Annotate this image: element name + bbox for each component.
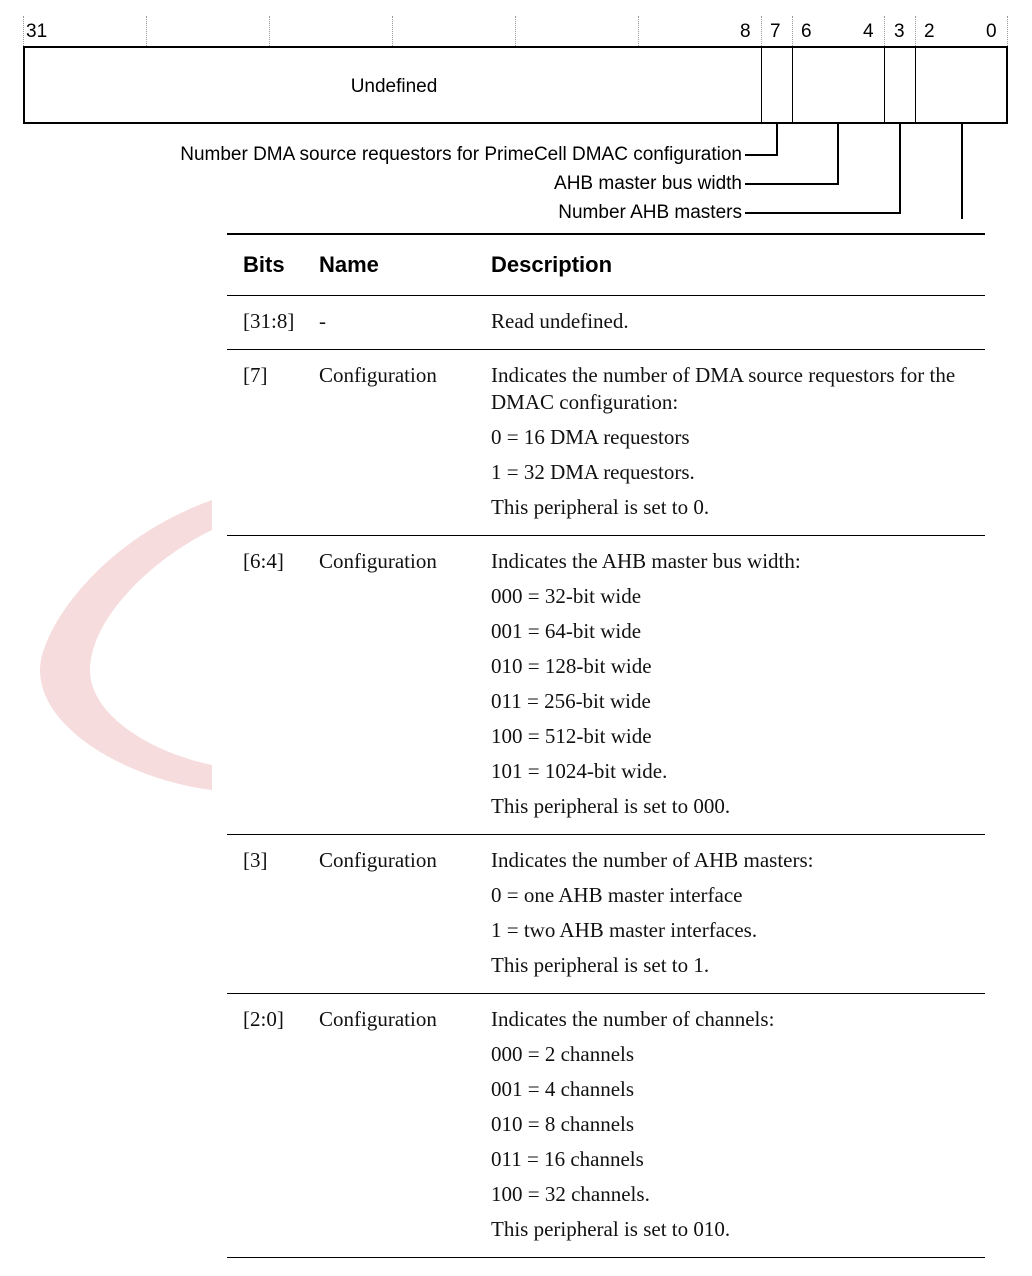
bit-label-8: 8 xyxy=(740,21,751,42)
description-line: 0 = 16 DMA requestors xyxy=(491,425,690,449)
bit-label-31: 31 xyxy=(26,21,48,42)
bit-label-4: 4 xyxy=(863,21,874,42)
description-line: This peripheral is set to 010. xyxy=(491,1217,731,1241)
description-line: 1 = two AHB master interfaces. xyxy=(491,918,758,942)
row-name: Configuration xyxy=(319,549,437,573)
description-line: 101 = 1024-bit wide. xyxy=(491,759,668,783)
description-line: 100 = 32 channels. xyxy=(491,1182,650,1206)
register-table xyxy=(227,233,985,1258)
description-line: 001 = 64-bit wide xyxy=(491,619,642,643)
field-leader-lines xyxy=(0,0,1032,230)
row-name: Configuration xyxy=(319,363,437,387)
description-line: 010 = 128-bit wide xyxy=(491,654,652,678)
description-line: Indicates the number of DMA source requestors for the DMAC configuration: xyxy=(491,363,956,414)
row-name: Configuration xyxy=(319,848,437,872)
leader-dma-requestors xyxy=(745,124,777,155)
row-description xyxy=(491,835,985,993)
description-line: Indicates the AHB master bus width: xyxy=(491,549,801,573)
field-label-dma-requestors: Number DMA source requestors for PrimeCell DMAC configuration xyxy=(180,144,742,165)
table-row xyxy=(227,536,985,834)
description-line: 011 = 16 channels xyxy=(491,1147,644,1171)
table-bottom-rule xyxy=(227,1257,985,1258)
row-description xyxy=(491,296,985,349)
description-line: This peripheral is set to 000. xyxy=(491,794,731,818)
description-line: Indicates the number of channels: xyxy=(491,1007,775,1031)
description-line: 001 = 4 channels xyxy=(491,1077,635,1101)
bit-label-3: 3 xyxy=(894,21,905,42)
row-description xyxy=(491,536,985,834)
header-description: Description xyxy=(491,252,613,277)
row-name: Configuration xyxy=(319,1007,437,1031)
description-line: 010 = 8 channels xyxy=(491,1112,635,1136)
undefined-field-label: Undefined xyxy=(350,76,438,97)
bit-label-0: 0 xyxy=(986,21,997,42)
description-line: Indicates the number of AHB masters: xyxy=(491,848,814,872)
row-description xyxy=(491,994,985,1257)
field-label-bus-width: AHB master bus width xyxy=(554,173,742,194)
table-header xyxy=(227,235,985,295)
row-bits: [3] xyxy=(243,848,268,872)
description-line: This peripheral is set to 0. xyxy=(491,495,710,519)
description-line: 000 = 2 channels xyxy=(491,1042,635,1066)
bit-label-7: 7 xyxy=(770,21,781,42)
description-line: 1 = 32 DMA requestors. xyxy=(491,460,695,484)
bit-label-6: 6 xyxy=(801,21,812,42)
table-row xyxy=(227,350,985,535)
header-name: Name xyxy=(319,252,379,277)
bit-label-2: 2 xyxy=(924,21,935,42)
table-row xyxy=(227,994,985,1257)
row-bits: [2:0] xyxy=(243,1007,284,1031)
table-row xyxy=(227,296,985,349)
row-bits: [7] xyxy=(243,363,268,387)
row-bits: [31:8] xyxy=(243,309,295,333)
row-bits: [6:4] xyxy=(243,549,284,573)
watermark-logo xyxy=(30,490,212,806)
field-label-ahb-masters: Number AHB masters xyxy=(558,202,742,223)
description-line: This peripheral is set to 1. xyxy=(491,953,710,977)
row-description xyxy=(491,350,985,535)
description-line: 011 = 256-bit wide xyxy=(491,689,651,713)
field-label-clip xyxy=(0,200,1032,223)
register-bit-diagram xyxy=(0,0,1032,230)
description-line: 100 = 512-bit wide xyxy=(491,724,652,748)
header-bits: Bits xyxy=(243,252,285,277)
table-row xyxy=(227,835,985,993)
row-name: - xyxy=(319,309,326,333)
description-line: 0 = one AHB master interface xyxy=(491,883,743,907)
description-line: 000 = 32-bit wide xyxy=(491,584,642,608)
description-line: Read undefined. xyxy=(491,309,629,333)
